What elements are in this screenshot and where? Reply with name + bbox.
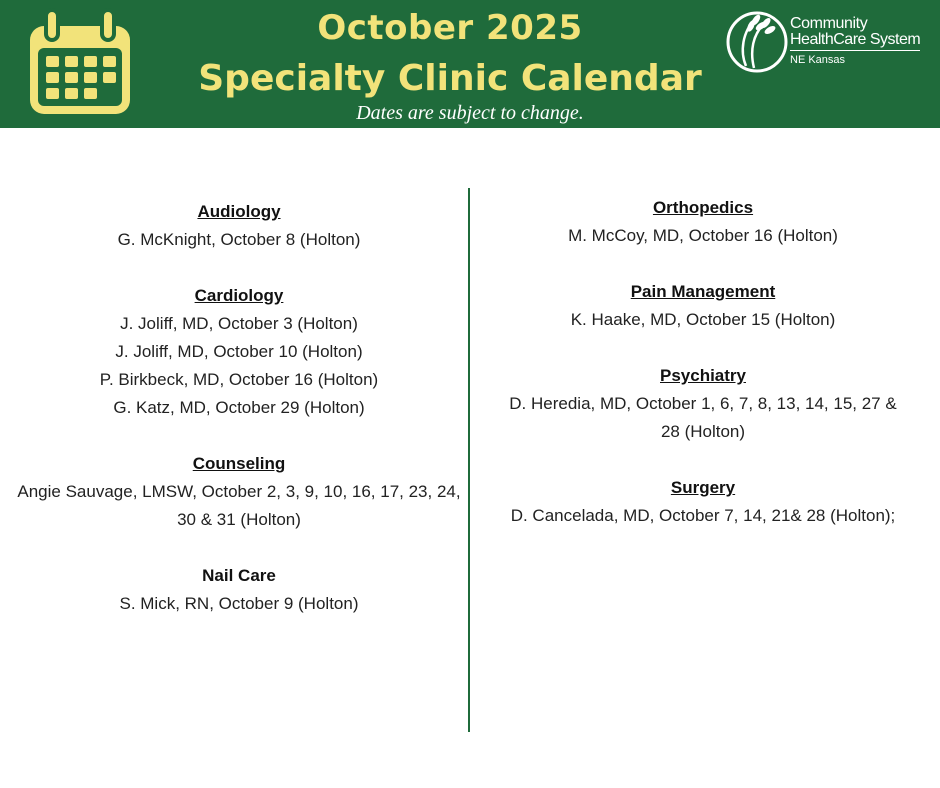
wheat-logo-icon [726, 8, 788, 76]
clinic-entry: J. Joliff, MD, October 10 (Holton) [115, 342, 363, 361]
title-month: October 2025 [317, 8, 583, 48]
section-nail-care [0, 562, 478, 618]
clinic-entry: J. Joliff, MD, October 3 (Holton) [120, 314, 358, 333]
logo-line-healthcare: HealthCare System [790, 32, 920, 51]
clinic-entry: D. Cancelada, MD, October 7, 14, 21& 28 (Holton); [510, 506, 896, 525]
section-heading: Orthopedics [652, 198, 754, 217]
clinic-entry: K. Haake, MD, October 15 (Holton) [570, 310, 836, 329]
logo-line-community: Community [790, 15, 868, 32]
right-column [478, 194, 928, 558]
clinic-entry: P. Birkbeck, MD, October 16 (Holton) [99, 370, 379, 389]
section-heading: Nail Care [202, 566, 276, 585]
logo-wordmark [790, 16, 920, 66]
clinic-entry: S. Mick, RN, October 9 (Holton) [119, 594, 359, 613]
section-surgery [478, 474, 928, 530]
section-psychiatry [478, 362, 928, 446]
calendar-icon [24, 8, 136, 120]
section-heading: Pain Management [630, 282, 776, 301]
clinic-entry: G. McKnight, October 8 (Holton) [117, 230, 361, 249]
section-cardiology [0, 282, 478, 422]
clinic-entry: M. McCoy, MD, October 16 (Holton) [568, 226, 838, 245]
section-heading: Counseling [192, 454, 286, 473]
section-orthopedics [478, 194, 928, 250]
logo-line-region: NE Kansas [790, 54, 846, 66]
subtitle: Dates are subject to change. [356, 102, 584, 124]
left-column [0, 198, 478, 646]
clinic-entry: Angie Sauvage, LMSW, October 2, 3, 9, 10, 16, 17, 23, 24, [17, 482, 461, 501]
header-banner [0, 0, 940, 128]
section-counseling [0, 450, 478, 534]
clinic-entry: D. Heredia, MD, October 1, 6, 7, 8, 13, 14, 15, 27 & [509, 394, 897, 413]
clinic-entry: 28 (Holton) [660, 422, 746, 441]
title-calendar: Specialty Clinic Calendar [198, 58, 702, 99]
section-heading: Psychiatry [660, 366, 746, 385]
clinic-entry: 30 & 31 (Holton) [177, 510, 301, 529]
clinic-entry: G. Katz, MD, October 29 (Holton) [113, 398, 365, 417]
section-audiology [0, 198, 478, 254]
section-pain-management [478, 278, 928, 334]
section-heading: Cardiology [194, 286, 284, 305]
organization-logo [726, 8, 936, 76]
section-heading: Surgery [670, 478, 736, 497]
section-heading: Audiology [197, 202, 281, 221]
